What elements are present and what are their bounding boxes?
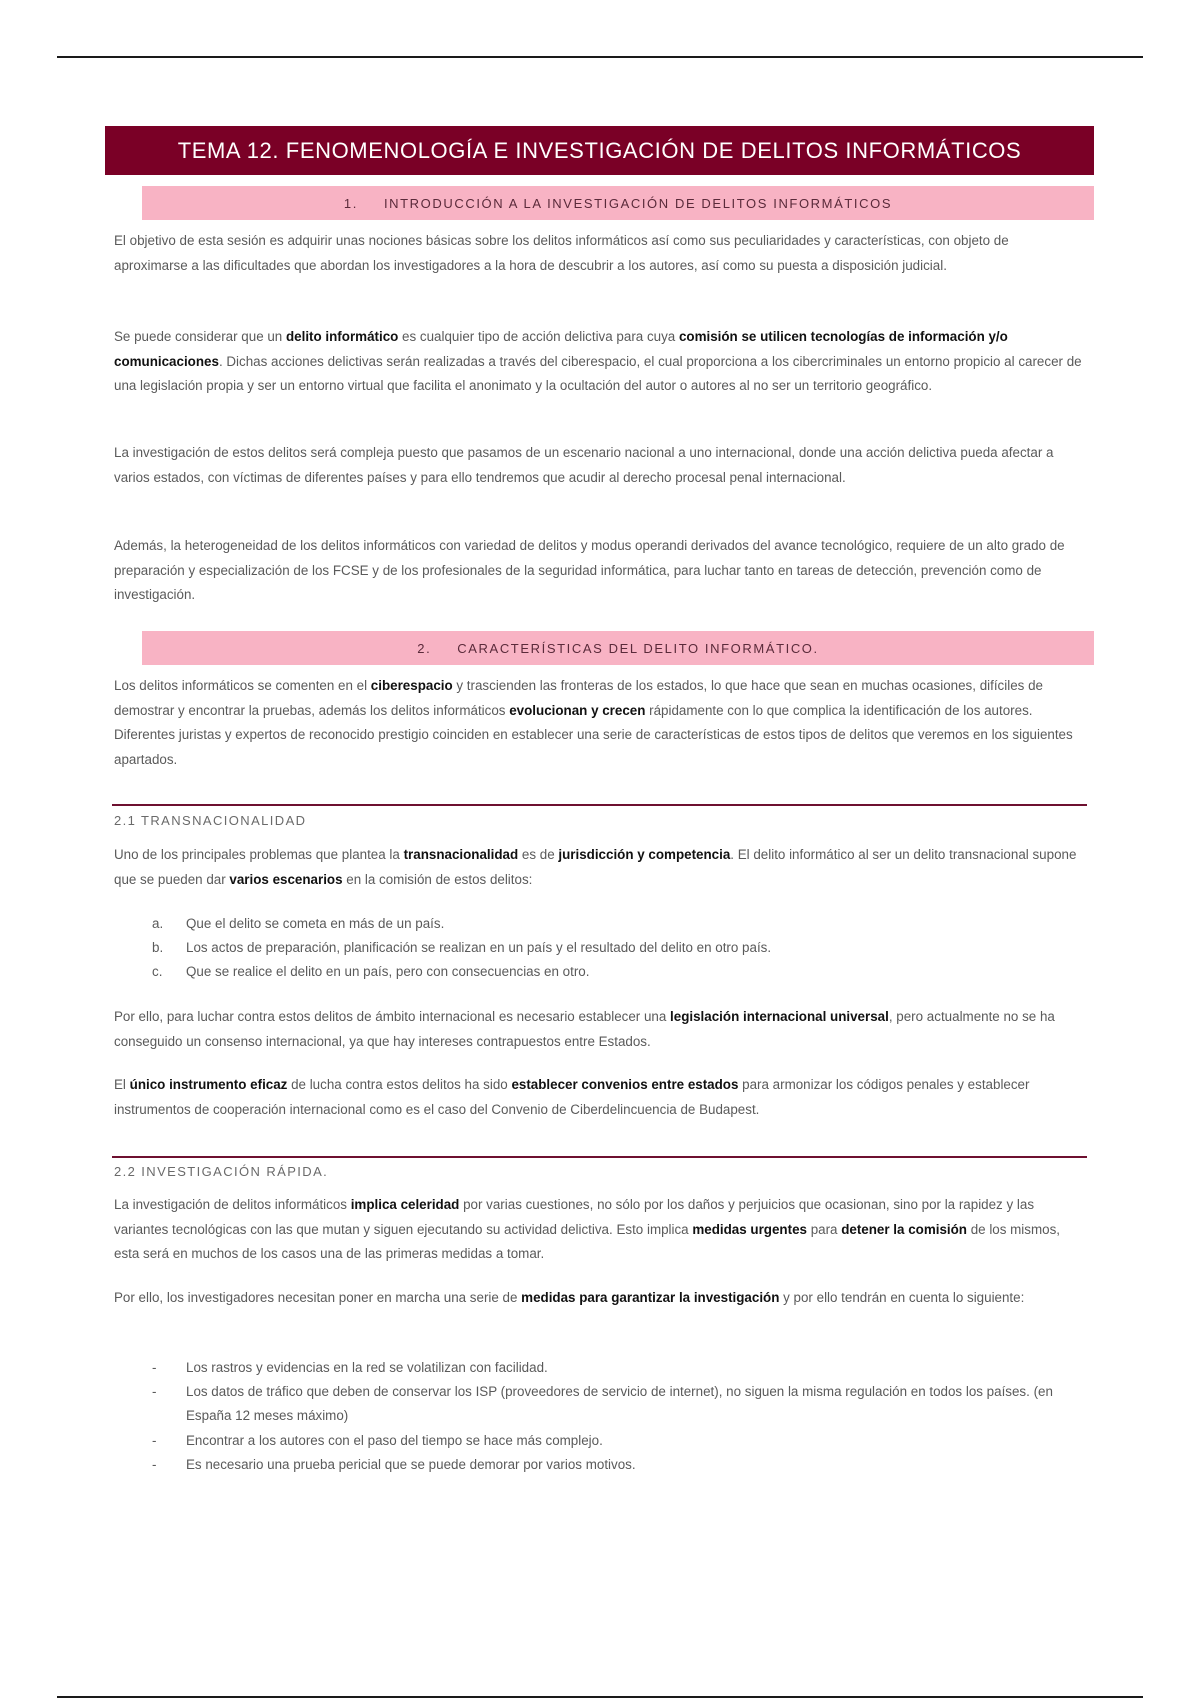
list-item-text: Es necesario una prueba pericial que se puede demorar por varios motivos. — [186, 1456, 636, 1472]
subsection-2-1-rule — [112, 804, 1087, 806]
text-span: de lucha contra estos delitos ha sido — [287, 1077, 512, 1092]
bold-term: único instrumento eficaz — [129, 1077, 288, 1092]
paragraph-characteristics — [114, 674, 1086, 772]
bold-term: establecer convenios entre estados — [511, 1077, 739, 1092]
list-marker: - — [152, 1456, 157, 1472]
section-2-title: CARACTERÍSTICAS DEL DELITO INFORMÁTICO. — [457, 640, 819, 656]
considerations-list — [114, 1356, 1086, 1477]
text-span: Por ello, los investigadores necesitan poner en marcha una serie de — [114, 1290, 522, 1305]
bold-term: detener la comisión — [841, 1221, 967, 1237]
scenario-list — [114, 912, 1086, 985]
document-title-text: TEMA 12. FENOMENOLOGÍA E INVESTIGACIÓN DE DELITOS INFORMÁTICOS — [177, 137, 1022, 163]
subsection-2-2-heading: 2.2 INVESTIGACIÓN RÁPIDA. — [114, 1164, 329, 1179]
bold-term: varios escenarios — [229, 871, 343, 887]
bold-term: evolucionan y crecen — [509, 702, 646, 718]
text-span: . El delito informático al ser un delito transnacional supone que se pueden dar — [114, 847, 1077, 887]
bold-term: legislación internacional universal — [670, 1009, 889, 1024]
subsection-2-2-rule — [112, 1156, 1087, 1158]
text-span: Uno de los principales problemas que plantea la — [114, 847, 404, 862]
text-span: Los delitos informáticos se comenten en el — [114, 678, 371, 693]
bold-term: comisión se utilicen tecnologías de información y/o comunicaciones — [114, 329, 1008, 369]
section-1-number: 1. — [343, 195, 358, 211]
text-span: El — [114, 1077, 130, 1092]
paragraph-heterogeneity: Además, la heterogeneidad de los delitos informáticos con variedad de delitos y modus operandi derivados del avance tecnológico, requiere de un alto grado de preparación y especialización de los FCSE y de los profesionales de la seguridad informática, para luchar tanto en tareas de detección, prevención como de investigación. — [114, 538, 1065, 603]
list-marker: b. — [152, 940, 164, 956]
bold-term: delito informático — [285, 329, 399, 344]
document-title — [105, 126, 1094, 175]
top-page-rule — [57, 56, 1143, 58]
list-item-text: Que se realice el delito en un país, pero con consecuencias en otro. — [186, 964, 590, 980]
list-marker: c. — [152, 964, 163, 980]
text-span: y por ello tendrán en cuenta lo siguiente: — [779, 1290, 1025, 1305]
list-item-text: Los actos de preparación, planificación se realizan en un país y el resultado del delito en otro país. — [186, 940, 772, 956]
text-span: para — [806, 1221, 842, 1237]
text-span: es cualquier tipo de acción delictiva para cuya — [398, 329, 679, 344]
text-span: rápidamente con lo que complica la identificación de los autores. Diferentes juristas y expertos de reconocido prestigio coinciden en establecer una serie de características de estos tipos de delitos que veremos en los siguientes apartados. — [114, 702, 1073, 767]
section-2-heading — [142, 631, 1094, 665]
list-item — [114, 1356, 1086, 1380]
text-span: y trascienden las fronteras de los estados, lo que hace que sean en muchas ocasiones, difíciles de demostrar y encontrar la pruebas, además los delitos informáticos — [114, 678, 1043, 718]
list-marker: - — [152, 1432, 157, 1448]
bold-term: medidas para garantizar la investigación — [521, 1290, 780, 1305]
paragraph-complexity: La investigación de estos delitos será compleja puesto que pasamos de un escenario nacional a uno internacional, donde una acción delictiva pueda afectar a varios estados, con víctimas de diferentes países y para ello tendremos que acudir al derecho procesal penal internacional. — [114, 445, 1054, 485]
list-item-text: Los rastros y evidencias en la red se volatilizan con facilidad. — [186, 1360, 548, 1375]
list-item — [114, 960, 1086, 984]
text-span: por varias cuestiones, no sólo por los daños y perjuicios que ocasionan, sino por la rapidez y las variantes tecnológicas con las que mutan y siguen ejecutando su actividad delictiva. Esto implica — [114, 1197, 1035, 1237]
paragraph-definition — [114, 325, 1086, 399]
bold-term: transnacionalidad — [403, 847, 519, 862]
list-marker: - — [152, 1384, 157, 1400]
list-item — [114, 936, 1086, 960]
bold-term: ciberespacio — [370, 678, 453, 693]
bold-term: jurisdicción y competencia — [558, 847, 731, 862]
paragraph-transnationality — [114, 843, 1086, 892]
text-span: Por ello, para luchar contra estos delitos de ámbito internacional es necesario establecer una — [114, 1009, 671, 1024]
list-item — [114, 1380, 1086, 1428]
list-item-text: Encontrar a los autores con el paso del tiempo se hace más complejo. — [186, 1432, 603, 1448]
list-item — [114, 1453, 1086, 1477]
text-span: . Dichas acciones delictivas serán realizadas a través del ciberespacio, el cual proporciona a los cibercriminales un entorno propicio al carecer de una legislación propia y ser un entorno virtual que facilita el anonimato y la ocultación del autor o autores al no ser un territorio geográfico. — [114, 353, 1082, 394]
section-1-heading — [142, 186, 1094, 220]
text-span: de los mismos, esta será en muchos de los casos una de las primeras medidas a tomar. — [114, 1221, 1060, 1262]
text-span: en la comisión de estos delitos: — [342, 871, 533, 887]
list-marker: - — [152, 1360, 157, 1375]
text-span: , pero actualmente no se ha conseguido un consenso internacional, ya que hay intereses contrapuestos entre Estados. — [114, 1009, 1055, 1049]
paragraph-intro-objective: El objetivo de esta sesión es adquirir unas nociones básicas sobre los delitos informáticos así como sus peculiaridades y características, con objeto de aproximarse a las dificultades que abordan los investigadores a la hora de descubrir a los autores, así como su puesta a disposición judicial. — [114, 233, 1009, 273]
bottom-page-rule — [57, 1696, 1143, 1698]
section-1-title: INTRODUCCIÓN A LA INVESTIGACIÓN DE DELITOS INFORMÁTICOS — [383, 195, 893, 211]
text-span: La investigación de delitos informáticos — [114, 1197, 351, 1212]
text-span: para armonizar los códigos penales y establecer instrumentos de cooperación internacional como es el caso del Convenio de Ciberdelincuencia de Budapest. — [114, 1077, 1030, 1117]
paragraph-conventions — [114, 1073, 1086, 1122]
list-item-text: Los datos de tráfico que deben de conservar los ISP (proveedores de servicio de internet), no siguen la misma regulación en todos los países. (en España 12 meses máximo) — [186, 1384, 1053, 1424]
list-item — [114, 912, 1086, 936]
text-span: Se puede considerar que un — [114, 329, 286, 344]
list-marker: a. — [152, 916, 164, 931]
text-span: es de — [518, 847, 559, 862]
paragraph-universal-legislation — [114, 1005, 1086, 1054]
bold-term: implica celeridad — [350, 1197, 460, 1212]
section-2-number: 2. — [417, 640, 432, 656]
list-item-text: Que el delito se cometa en más de un país. — [186, 916, 445, 931]
bold-term: medidas urgentes — [692, 1221, 807, 1237]
paragraph-measures — [114, 1286, 1086, 1311]
list-item — [114, 1429, 1086, 1453]
paragraph-speed — [114, 1193, 1086, 1267]
subsection-2-1-heading: 2.1 TRANSNACIONALIDAD — [114, 813, 307, 828]
